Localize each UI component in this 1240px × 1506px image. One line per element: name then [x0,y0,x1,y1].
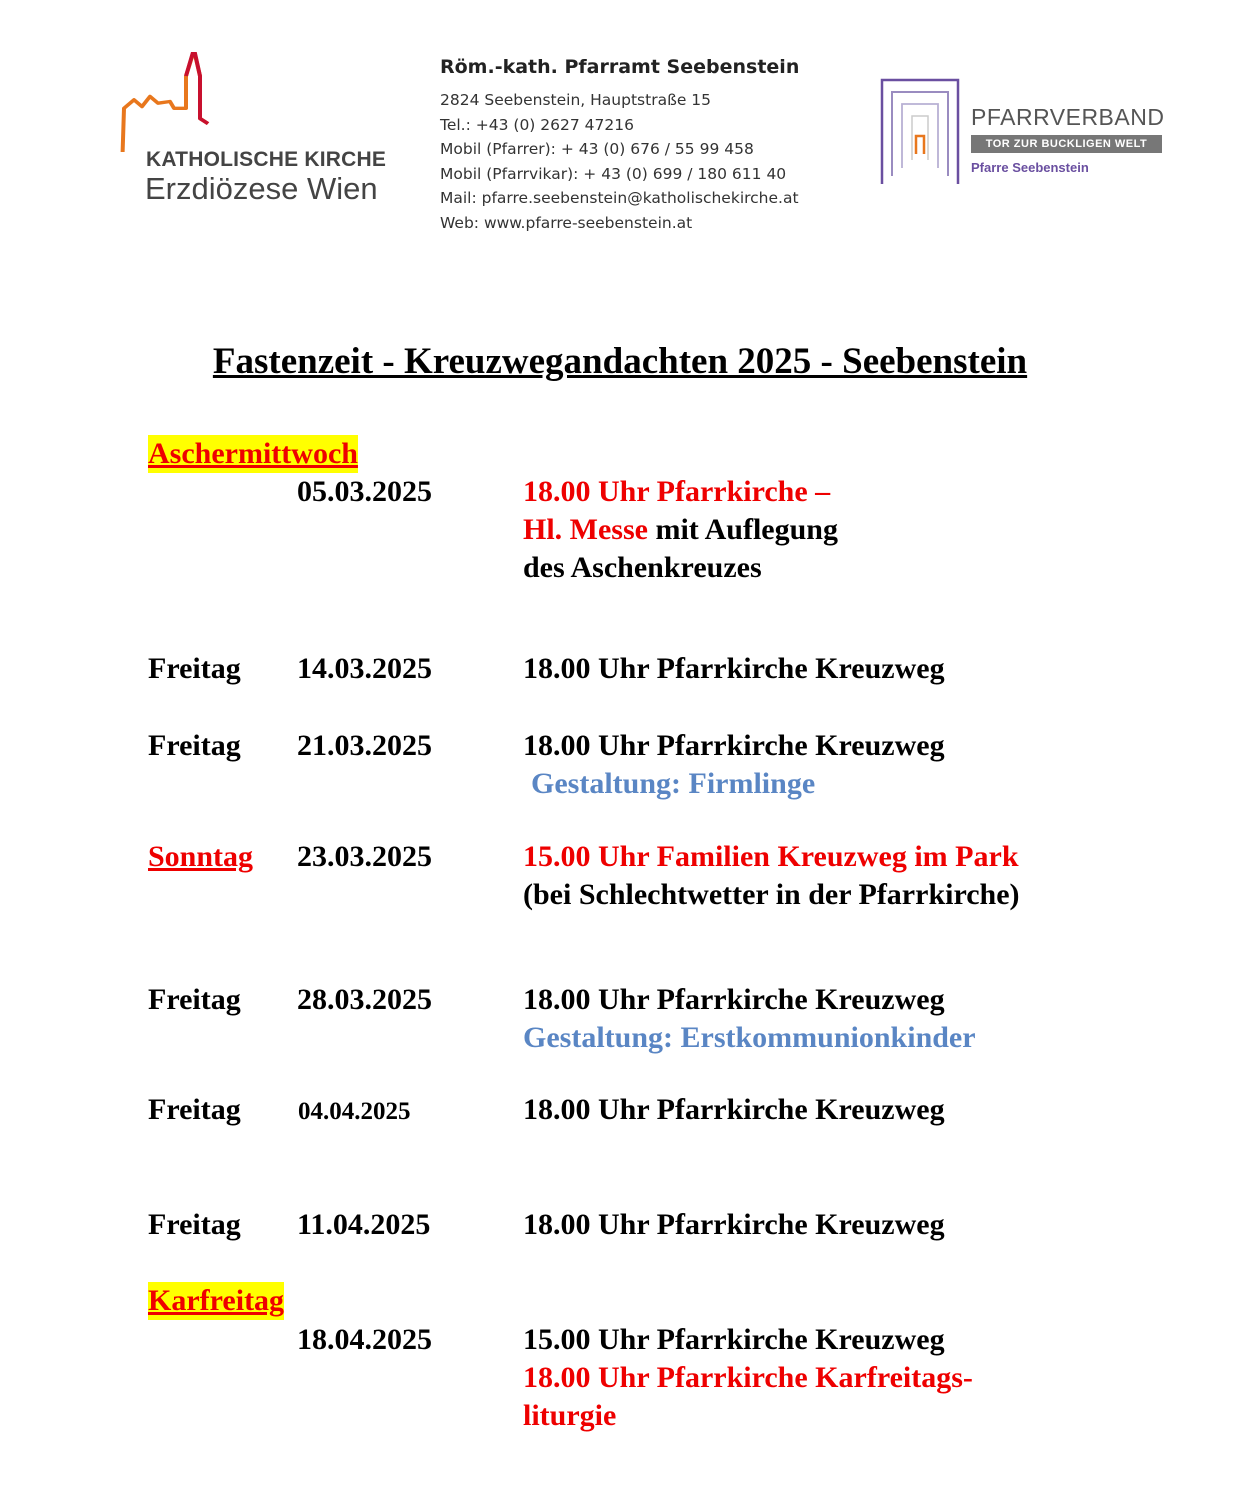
day-freitag-4: Freitag [148,1093,241,1126]
desc-aschermittwoch-line3: des Aschenkreuzes [523,551,762,584]
contact-web: Web: www.pfarre-seebenstein.at [440,213,693,232]
date-freitag-2: 21.03.2025 [297,729,432,762]
contact-phone: Tel.: +43 (0) 2627 47216 [440,115,634,134]
logo-right-sub: Pfarre Seebenstein [971,160,1089,175]
contact-mobile-pfarrer: Mobil (Pfarrer): + 43 (0) 676 / 55 99 458 [440,140,754,159]
logo-pfarrverband [878,76,1168,192]
desc-karfreitag-line3: liturgie [523,1399,617,1432]
desc-sonntag-line2: (bei Schlechtwetter in der Pfarrkirche) [523,878,1020,911]
desc-aschermittwoch-line2-red: Hl. Messe [523,513,648,546]
day-karfreitag: Karfreitag [148,1282,284,1320]
date-freitag-5: 11.04.2025 [297,1208,431,1241]
contact-address: 2824 Seebenstein, Hauptstraße 15 [440,91,712,109]
gate-logo-icon [878,76,968,192]
desc-karfreitag-line2: 18.00 Uhr Pfarrkirche Karfreitags- [523,1361,973,1394]
desc-freitag-2-line2: Gestaltung: Firmlinge [531,767,816,800]
desc-aschermittwoch-line2-black: mit Auflegung [647,513,838,546]
day-freitag-2: Freitag [148,729,241,762]
date-karfreitag: 18.04.2025 [297,1323,432,1356]
logo-left-line1: KATHOLISCHE KIRCHE [146,148,387,171]
contact-title: Röm.-kath. Pfarramt Seebenstein [440,56,800,78]
logo-katholische-kirche [112,52,412,222]
logo-right-title: PFARRVERBAND [971,104,1165,130]
day-freitag-3: Freitag [148,983,241,1016]
desc-aschermittwoch-line1: 18.00 Uhr Pfarrkirche – [523,475,831,508]
contact-mobile-pfarrvikar: Mobil (Pfarrvikar): + 43 (0) 699 / 180 611 40 [440,164,787,183]
date-sonntag: 23.03.2025 [297,840,432,873]
church-logo-icon [112,52,232,152]
desc-freitag-1: 18.00 Uhr Pfarrkirche Kreuzweg [523,652,945,685]
desc-freitag-2-line1: 18.00 Uhr Pfarrkirche Kreuzweg [523,729,945,762]
logo-right-band: TOR ZUR BUCKLIGEN WELT [971,135,1162,153]
date-aschermittwoch: 05.03.2025 [297,475,432,508]
desc-karfreitag-line1: 15.00 Uhr Pfarrkirche Kreuzweg [523,1323,945,1356]
desc-freitag-3-line1: 18.00 Uhr Pfarrkirche Kreuzweg [523,983,945,1016]
desc-freitag-4: 18.00 Uhr Pfarrkirche Kreuzweg [523,1093,945,1126]
desc-aschermittwoch-line2 [523,511,838,549]
day-freitag-1: Freitag [148,652,241,685]
document-title: Fastenzeit - Kreuzwegandachten 2025 - Seebenstein [212,341,1028,382]
day-freitag-5: Freitag [148,1208,241,1241]
date-freitag-3: 28.03.2025 [297,983,432,1016]
desc-freitag-5: 18.00 Uhr Pfarrkirche Kreuzweg [523,1208,945,1241]
date-freitag-1: 14.03.2025 [297,652,432,685]
contact-block [440,56,860,236]
desc-sonntag-line1: 15.00 Uhr Familien Kreuzweg im Park [523,840,1019,873]
date-freitag-4: 04.04.2025 [298,1098,411,1125]
day-aschermittwoch: Aschermittwoch [148,435,358,473]
day-sonntag: Sonntag [148,840,254,873]
logo-left-line2: Erzdiözese Wien [145,171,378,206]
desc-freitag-3-line2: Gestaltung: Erstkommunionkinder [523,1021,976,1054]
contact-mail: Mail: pfarre.seebenstein@katholischekirche.at [440,189,799,208]
